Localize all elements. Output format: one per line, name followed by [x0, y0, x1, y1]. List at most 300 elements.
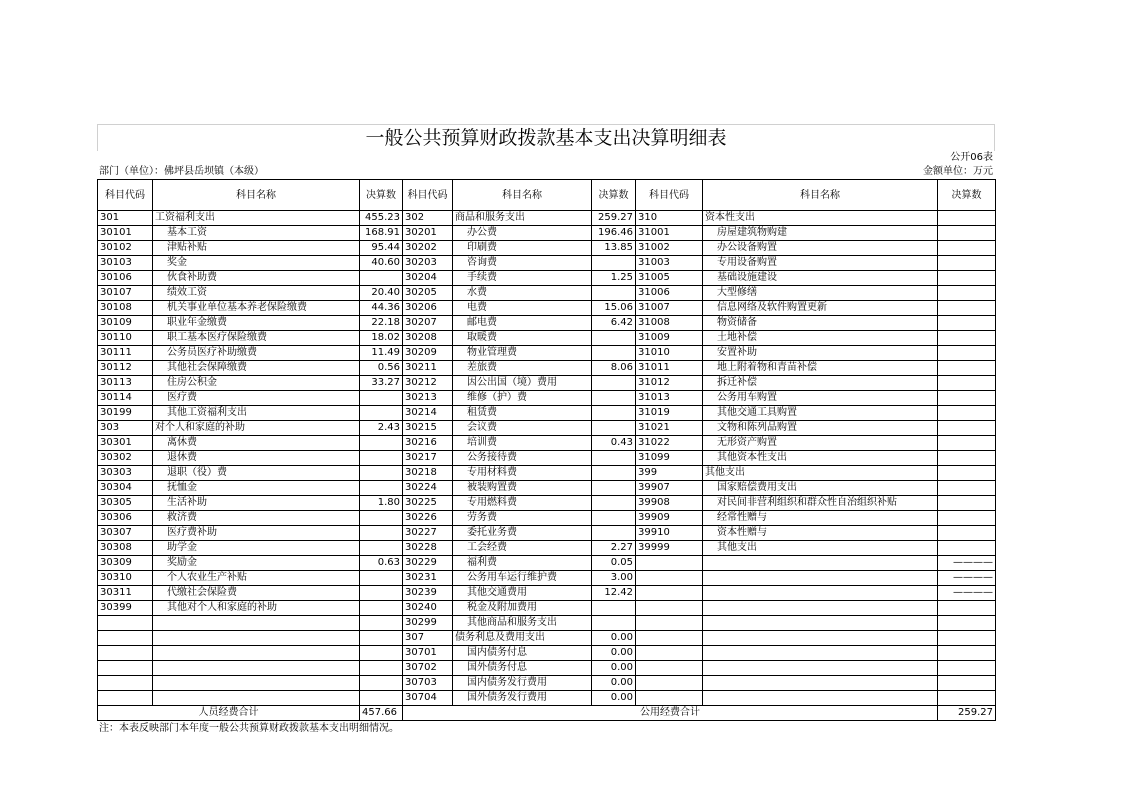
cell-amount-3 — [938, 331, 996, 346]
cell-name-3: 物资储备 — [703, 316, 938, 331]
cell-code-1 — [98, 646, 153, 661]
cell-code-1: 30307 — [98, 526, 153, 541]
cell-code-3: 310 — [636, 211, 703, 226]
table-row — [98, 466, 996, 481]
cell-name-1 — [153, 661, 360, 676]
table-row — [98, 241, 996, 256]
cell-amount-1 — [360, 676, 403, 691]
cell-name-2: 国外债务发行费用 — [453, 691, 592, 706]
cell-code-3: 31022 — [636, 436, 703, 451]
spreadsheet-sheet — [97, 124, 995, 736]
table-row — [98, 271, 996, 286]
cell-name-1: 救济费 — [153, 511, 360, 526]
cell-code-2: 30208 — [403, 331, 453, 346]
cell-name-3: 资本性支出 — [703, 211, 938, 226]
cell-amount-1: 11.49 — [360, 346, 403, 361]
cell-amount-3 — [938, 481, 996, 496]
cell-amount-1: 18.02 — [360, 331, 403, 346]
cell-code-3 — [636, 691, 703, 706]
meta-row — [97, 165, 995, 179]
cell-name-1: 绩效工资 — [153, 286, 360, 301]
table-row — [98, 541, 996, 556]
cell-code-1: 30114 — [98, 391, 153, 406]
cell-amount-3 — [938, 226, 996, 241]
cell-amount-3 — [938, 376, 996, 391]
cell-name-2: 会议费 — [453, 421, 592, 436]
header-amount-3: 决算数 — [938, 180, 996, 211]
cell-name-3 — [703, 691, 938, 706]
cell-code-1 — [98, 631, 153, 646]
cell-code-1: 30112 — [98, 361, 153, 376]
cell-code-1: 30308 — [98, 541, 153, 556]
cell-code-1: 30303 — [98, 466, 153, 481]
cell-amount-3 — [938, 301, 996, 316]
cell-name-3: 其他支出 — [703, 541, 938, 556]
cell-name-2: 专用材料费 — [453, 466, 592, 481]
cell-name-2: 委托业务费 — [453, 526, 592, 541]
table-row — [98, 436, 996, 451]
cell-amount-3 — [938, 406, 996, 421]
cell-code-1: 30304 — [98, 481, 153, 496]
cell-name-3: 公务用车购置 — [703, 391, 938, 406]
cell-code-1: 30103 — [98, 256, 153, 271]
cell-amount-1 — [360, 466, 403, 481]
cell-code-1 — [98, 676, 153, 691]
cell-name-3: 土地补偿 — [703, 331, 938, 346]
cell-name-3: 其他交通工具购置 — [703, 406, 938, 421]
cell-name-2: 租赁费 — [453, 406, 592, 421]
cell-name-1: 退职（役）费 — [153, 466, 360, 481]
table-row — [98, 226, 996, 241]
cell-amount-3 — [938, 511, 996, 526]
cell-amount-2 — [592, 346, 636, 361]
cell-name-1: 工资福利支出 — [153, 211, 360, 226]
cell-amount-3 — [938, 676, 996, 691]
cell-name-3: 拆迁补偿 — [703, 376, 938, 391]
cell-amount-3 — [938, 361, 996, 376]
cell-code-2: 30217 — [403, 451, 453, 466]
cell-code-2: 30239 — [403, 586, 453, 601]
totals-row — [98, 706, 996, 721]
cell-name-3: 专用设备购置 — [703, 256, 938, 271]
cell-name-1: 其他工资福利支出 — [153, 406, 360, 421]
cell-name-1: 机关事业单位基本养老保险缴费 — [153, 301, 360, 316]
cell-code-2: 30227 — [403, 526, 453, 541]
cell-code-2: 30202 — [403, 241, 453, 256]
cell-amount-1: 33.27 — [360, 376, 403, 391]
cell-code-2: 307 — [403, 631, 453, 646]
cell-amount-3 — [938, 496, 996, 511]
cell-code-2: 30212 — [403, 376, 453, 391]
cell-amount-1 — [360, 391, 403, 406]
cell-amount-2 — [592, 601, 636, 616]
cell-code-2: 302 — [403, 211, 453, 226]
cell-code-1: 30107 — [98, 286, 153, 301]
cell-amount-1 — [360, 661, 403, 676]
cell-name-2: 水费 — [453, 286, 592, 301]
cell-name-2: 电费 — [453, 301, 592, 316]
table-row — [98, 586, 996, 601]
cell-amount-3 — [938, 421, 996, 436]
cell-name-3: 信息网络及软件购置更新 — [703, 301, 938, 316]
cell-amount-3 — [938, 391, 996, 406]
cell-code-2: 30703 — [403, 676, 453, 691]
cell-amount-3 — [938, 436, 996, 451]
cell-name-3: 其他资本性支出 — [703, 451, 938, 466]
table-row — [98, 661, 996, 676]
footnote: 注：本表反映部门本年度一般公共预算财政拨款基本支出明细情况。 — [99, 723, 399, 734]
header-code-3: 科目代码 — [636, 180, 703, 211]
cell-amount-2 — [592, 451, 636, 466]
cell-code-1: 30102 — [98, 241, 153, 256]
cell-name-1: 职工基本医疗保险缴费 — [153, 331, 360, 346]
table-row — [98, 421, 996, 436]
cell-code-1: 30111 — [98, 346, 153, 361]
cell-amount-2: 3.00 — [592, 571, 636, 586]
cell-amount-2: 1.25 — [592, 271, 636, 286]
cell-amount-2: 0.05 — [592, 556, 636, 571]
cell-amount-3 — [938, 661, 996, 676]
cell-code-2: 30704 — [403, 691, 453, 706]
cell-code-2: 30214 — [403, 406, 453, 421]
cell-name-1: 医疗费 — [153, 391, 360, 406]
table-row — [98, 346, 996, 361]
table-row — [98, 376, 996, 391]
cell-code-2: 30224 — [403, 481, 453, 496]
cell-code-1: 30199 — [98, 406, 153, 421]
cell-code-2: 30211 — [403, 361, 453, 376]
cell-name-1: 奖金 — [153, 256, 360, 271]
public-total-label: 公用经费合计 — [403, 706, 938, 721]
cell-name-1: 其他对个人和家庭的补助 — [153, 601, 360, 616]
cell-amount-3 — [938, 631, 996, 646]
cell-amount-1: 1.80 — [360, 496, 403, 511]
cell-code-2: 30215 — [403, 421, 453, 436]
header-amount-1: 决算数 — [360, 180, 403, 211]
table-row — [98, 316, 996, 331]
cell-amount-1 — [360, 526, 403, 541]
cell-amount-1 — [360, 481, 403, 496]
cell-code-2: 30201 — [403, 226, 453, 241]
cell-code-3: 39908 — [636, 496, 703, 511]
personnel-total-value: 457.66 — [360, 706, 403, 721]
table-row — [98, 406, 996, 421]
cell-amount-3 — [938, 256, 996, 271]
cell-amount-2: 12.42 — [592, 586, 636, 601]
cell-code-1: 30101 — [98, 226, 153, 241]
table-row — [98, 601, 996, 616]
table-row — [98, 391, 996, 406]
cell-code-3 — [636, 676, 703, 691]
cell-name-2: 其他交通费用 — [453, 586, 592, 601]
cell-code-3: 31011 — [636, 361, 703, 376]
cell-code-2: 30205 — [403, 286, 453, 301]
cell-code-2: 30204 — [403, 271, 453, 286]
cell-code-3: 31007 — [636, 301, 703, 316]
cell-amount-2 — [592, 331, 636, 346]
table-row — [98, 481, 996, 496]
cell-code-2: 30228 — [403, 541, 453, 556]
cell-amount-1 — [360, 631, 403, 646]
personnel-total-label: 人员经费合计 — [98, 706, 360, 721]
table-row — [98, 631, 996, 646]
cell-code-3 — [636, 631, 703, 646]
cell-amount-3 — [938, 466, 996, 481]
cell-name-3 — [703, 601, 938, 616]
cell-code-1: 30108 — [98, 301, 153, 316]
cell-amount-3 — [938, 316, 996, 331]
cell-name-2: 国外债务付息 — [453, 661, 592, 676]
cell-amount-2 — [592, 481, 636, 496]
table-row — [98, 301, 996, 316]
cell-amount-3: ———— — [938, 586, 996, 601]
cell-name-2: 国内债务发行费用 — [453, 676, 592, 691]
cell-code-3: 39907 — [636, 481, 703, 496]
table-row — [98, 691, 996, 706]
cell-code-2: 30207 — [403, 316, 453, 331]
cell-amount-3 — [938, 451, 996, 466]
cell-amount-2 — [592, 616, 636, 631]
cell-name-1: 津贴补贴 — [153, 241, 360, 256]
cell-code-3: 399 — [636, 466, 703, 481]
cell-amount-2: 0.00 — [592, 661, 636, 676]
cell-name-3: 国家赔偿费用支出 — [703, 481, 938, 496]
cell-code-3 — [636, 556, 703, 571]
cell-amount-3 — [938, 616, 996, 631]
cell-amount-3 — [938, 271, 996, 286]
cell-name-3: 资本性赠与 — [703, 526, 938, 541]
cell-amount-1 — [360, 571, 403, 586]
cell-code-3 — [636, 646, 703, 661]
cell-name-3: 文物和陈列品购置 — [703, 421, 938, 436]
cell-name-1: 公务员医疗补助缴费 — [153, 346, 360, 361]
cell-amount-2 — [592, 406, 636, 421]
cell-amount-1: 44.36 — [360, 301, 403, 316]
cell-name-2: 因公出国（境）费用 — [453, 376, 592, 391]
table-row — [98, 286, 996, 301]
cell-code-2: 30702 — [403, 661, 453, 676]
cell-amount-1: 2.43 — [360, 421, 403, 436]
cell-code-2: 30209 — [403, 346, 453, 361]
cell-name-2: 公务用车运行维护费 — [453, 571, 592, 586]
cell-name-2: 印刷费 — [453, 241, 592, 256]
table-row — [98, 211, 996, 226]
cell-name-2: 被装购置费 — [453, 481, 592, 496]
cell-code-2: 30225 — [403, 496, 453, 511]
cell-code-3: 39909 — [636, 511, 703, 526]
cell-amount-2: 0.43 — [592, 436, 636, 451]
cell-name-3 — [703, 586, 938, 601]
cell-amount-3 — [938, 691, 996, 706]
cell-code-3: 31002 — [636, 241, 703, 256]
cell-name-2: 工会经费 — [453, 541, 592, 556]
table-row — [98, 526, 996, 541]
cell-code-3: 31013 — [636, 391, 703, 406]
cell-amount-2 — [592, 256, 636, 271]
header-name-2: 科目名称 — [453, 180, 592, 211]
header-code-1: 科目代码 — [98, 180, 153, 211]
cell-code-3 — [636, 616, 703, 631]
cell-code-2: 30216 — [403, 436, 453, 451]
cell-name-2: 国内债务付息 — [453, 646, 592, 661]
cell-name-3 — [703, 646, 938, 661]
cell-name-2: 邮电费 — [453, 316, 592, 331]
cell-name-3: 经常性赠与 — [703, 511, 938, 526]
cell-name-1: 医疗费补助 — [153, 526, 360, 541]
cell-name-2: 公务接待费 — [453, 451, 592, 466]
cell-name-3 — [703, 616, 938, 631]
cell-name-1: 住房公积金 — [153, 376, 360, 391]
table-row — [98, 331, 996, 346]
cell-amount-3 — [938, 526, 996, 541]
cell-amount-1 — [360, 646, 403, 661]
cell-amount-3 — [938, 346, 996, 361]
cell-amount-1: 20.40 — [360, 286, 403, 301]
cell-name-1: 基本工资 — [153, 226, 360, 241]
cell-name-2: 专用燃料费 — [453, 496, 592, 511]
table-row — [98, 616, 996, 631]
cell-code-2: 30231 — [403, 571, 453, 586]
cell-code-2: 30299 — [403, 616, 453, 631]
cell-code-2: 30240 — [403, 601, 453, 616]
cell-amount-2: 0.00 — [592, 676, 636, 691]
cell-name-1 — [153, 691, 360, 706]
cell-amount-1 — [360, 511, 403, 526]
cell-name-2: 差旅费 — [453, 361, 592, 376]
cell-amount-2 — [592, 421, 636, 436]
cell-name-2: 福利费 — [453, 556, 592, 571]
cell-name-3: 地上附着物和青苗补偿 — [703, 361, 938, 376]
cell-code-1: 30301 — [98, 436, 153, 451]
cell-name-3: 房屋建筑物购建 — [703, 226, 938, 241]
cell-name-1: 助学金 — [153, 541, 360, 556]
cell-name-3 — [703, 631, 938, 646]
cell-code-3: 31012 — [636, 376, 703, 391]
cell-name-2: 维修（护）费 — [453, 391, 592, 406]
cell-name-3 — [703, 661, 938, 676]
cell-name-1: 个人农业生产补贴 — [153, 571, 360, 586]
cell-name-3 — [703, 556, 938, 571]
cell-name-1: 退休费 — [153, 451, 360, 466]
cell-name-2: 咨询费 — [453, 256, 592, 271]
cell-name-2: 劳务费 — [453, 511, 592, 526]
cell-code-3: 31001 — [636, 226, 703, 241]
cell-amount-1 — [360, 586, 403, 601]
cell-amount-2: 0.00 — [592, 691, 636, 706]
cell-amount-2: 0.00 — [592, 646, 636, 661]
cell-name-1 — [153, 631, 360, 646]
cell-code-3: 31099 — [636, 451, 703, 466]
cell-amount-1 — [360, 616, 403, 631]
table-row — [98, 496, 996, 511]
cell-name-1: 职业年金缴费 — [153, 316, 360, 331]
header-name-3: 科目名称 — [703, 180, 938, 211]
cell-code-2: 30218 — [403, 466, 453, 481]
cell-code-3: 31010 — [636, 346, 703, 361]
cell-amount-2 — [592, 496, 636, 511]
cell-code-2: 30203 — [403, 256, 453, 271]
cell-name-1 — [153, 646, 360, 661]
table-row — [98, 361, 996, 376]
cell-amount-2 — [592, 466, 636, 481]
cell-name-3: 基础设施建设 — [703, 271, 938, 286]
table-row — [98, 676, 996, 691]
cell-amount-2 — [592, 376, 636, 391]
cell-code-1: 30310 — [98, 571, 153, 586]
cell-code-2: 30206 — [403, 301, 453, 316]
cell-code-2: 30226 — [403, 511, 453, 526]
cell-name-3: 办公设备购置 — [703, 241, 938, 256]
cell-code-1: 30109 — [98, 316, 153, 331]
cell-amount-3 — [938, 286, 996, 301]
department-label: 部门（单位）：佛坪县岳坝镇（本级） — [99, 166, 264, 177]
cell-amount-2: 2.27 — [592, 541, 636, 556]
cell-name-1: 奖励金 — [153, 556, 360, 571]
cell-amount-2 — [592, 526, 636, 541]
cell-name-2: 物业管理费 — [453, 346, 592, 361]
cell-name-2: 取暖费 — [453, 331, 592, 346]
cell-code-3 — [636, 661, 703, 676]
cell-code-3: 39999 — [636, 541, 703, 556]
cell-code-1: 30302 — [98, 451, 153, 466]
cell-code-3 — [636, 586, 703, 601]
cell-amount-2: 259.27 — [592, 211, 636, 226]
cell-code-3: 39910 — [636, 526, 703, 541]
cell-amount-1 — [360, 436, 403, 451]
cell-code-1: 30306 — [98, 511, 153, 526]
cell-code-1: 30110 — [98, 331, 153, 346]
cell-amount-1 — [360, 451, 403, 466]
cell-name-3: 其他支出 — [703, 466, 938, 481]
public-total-value: 259.27 — [938, 706, 996, 721]
cell-code-1: 30113 — [98, 376, 153, 391]
header-code-2: 科目代码 — [403, 180, 453, 211]
cell-amount-2: 13.85 — [592, 241, 636, 256]
cell-name-1: 离休费 — [153, 436, 360, 451]
cell-code-1 — [98, 616, 153, 631]
cell-amount-3: ———— — [938, 556, 996, 571]
table-row — [98, 256, 996, 271]
cell-code-1: 30399 — [98, 601, 153, 616]
table-row — [98, 571, 996, 586]
cell-code-2: 30229 — [403, 556, 453, 571]
cell-code-1: 30311 — [98, 586, 153, 601]
cell-amount-1: 455.23 — [360, 211, 403, 226]
cell-name-1: 对个人和家庭的补助 — [153, 421, 360, 436]
cell-name-1: 伙食补助费 — [153, 271, 360, 286]
cell-name-2: 其他商品和服务支出 — [453, 616, 592, 631]
cell-amount-1 — [360, 601, 403, 616]
cell-code-2: 30701 — [403, 646, 453, 661]
table-row — [98, 511, 996, 526]
cell-amount-3 — [938, 646, 996, 661]
cell-name-1: 代缴社会保险费 — [153, 586, 360, 601]
page-title: 一般公共预算财政拨款基本支出决算明细表 — [97, 124, 995, 151]
cell-amount-2: 6.42 — [592, 316, 636, 331]
header-amount-2: 决算数 — [592, 180, 636, 211]
cell-amount-3 — [938, 541, 996, 556]
cell-code-1: 30305 — [98, 496, 153, 511]
cell-code-3: 31008 — [636, 316, 703, 331]
cell-amount-2: 0.00 — [592, 631, 636, 646]
cell-code-2: 30213 — [403, 391, 453, 406]
table-header-row — [98, 180, 996, 211]
cell-amount-3 — [938, 241, 996, 256]
table-row — [98, 556, 996, 571]
cell-name-1: 生活补助 — [153, 496, 360, 511]
cell-amount-1 — [360, 271, 403, 286]
header-name-1: 科目名称 — [153, 180, 360, 211]
